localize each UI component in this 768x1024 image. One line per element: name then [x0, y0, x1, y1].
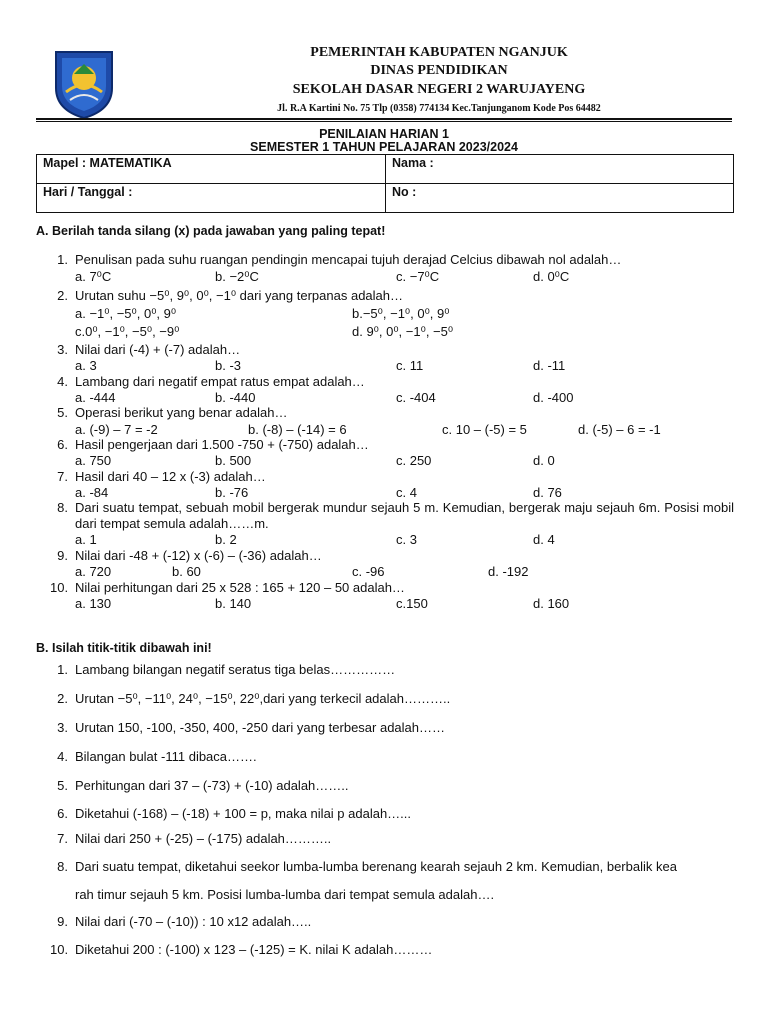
regency-emblem-logo	[52, 48, 116, 120]
option-a2-a: a. −1⁰, −5⁰, 0⁰, 9⁰	[75, 306, 177, 321]
option-a9-a: a. 720	[75, 564, 112, 579]
option-a5-b: b. (-8) – (-14) = 6	[248, 422, 347, 437]
option-a5-d: d. (-5) – 6 = -1	[578, 422, 661, 437]
option-a1-b: b. −2⁰C	[215, 269, 259, 284]
option-a5-c: c. 10 – (-5) = 5	[442, 422, 527, 437]
option-a6-c: c. 250	[396, 453, 432, 468]
header-school: SEKOLAH DASAR NEGERI 2 WARUJAYENG	[292, 82, 586, 97]
exam-semester: SEMESTER 1 TAHUN PELAJARAN 2023/2024	[250, 140, 518, 154]
worksheet-page: PEMERINTAH KABUPATEN NGANJUK DINAS PENDIDIKAN SEKOLAH DASAR NEGERI 2 WARUJAYENG Jl. R.A Kartini No. 75 Tlp (0358) 774134 Kec.Tanjunganom Kode Pos 64482 PENILAIAN HARIAN 1 SEMESTER 1 TAHUN PELAJARAN 2023/2024 Mapel : MATEMATIKA Nama : Hari / Tanggal : No : A. Berilah tanda silang (x) pada jawaban yang paling tepat! 1. Penulisan pada suhu ruangan pendingin mencapai tujuh derajad Celcius dibawah nol adalah… a. 7⁰C b. −2⁰C c. −7⁰C d. 0⁰C 2. Urutan suhu −5⁰, 9⁰, 0⁰, −1⁰ dari yang terpanas adalah… a. −1⁰, −5⁰, 0⁰, 9⁰ b.−5⁰, −1⁰, 0⁰, 9⁰ c.0⁰, −1⁰, −5⁰, −9⁰ d. 9⁰, 0⁰, −1⁰, −5⁰ 3. Nilai dari (-4) + (-7) adalah… a. 3 b. -3 c. 11 d. -11 4. Lambang dari negatif empat ratus empat adalah… a. -444 b. -440 c. -404 d. -400 5. Operasi berikut yang benar adalah… a. (-9) – 7 = -2 b. (-8) – (-14) = 6 c. 10 – (-5) = 5 d. (-5) – 6 = -1 6. Hasil pengerjaan dari 1.500 -750 + (-750) adalah… a. 750 b. 500 c. 250 d. 0 7. Hasil dari 40 – 12 x (-3) adalah… a. -84 b. -76 c. 4 d. 76 8. Dari suatu tempat, sebuah mobil bergerak mundur sejauh 5 m. Kemudian, bergerak maju sejauh 6m. Posisi mobil dari tempat semula adalah……m. a. 1 b. 2 c. 3 d. 4 9. Nilai dari -48 + (-12) x (-6) – (-36) adalah… a. 720 b. 60 c. -96 d. -192 10. Nilai perhitungan dari 25 x 528 : 165 + 120 – 50 adalah… a. 130 b. 140 c.150 d. 160 B. Isilah titik-titik dibawah ini! 1. Lambang bilangan negatif seratus tiga belas…………… 2. Urutan −5⁰, −11⁰, 24⁰, −15⁰, 22⁰,dari yang terkecil adalah……….. 3. Urutan 150, -100, -350, 400, -250 dari yang terbesar adalah…… 4. Bilangan bulat -111 dibaca……. 5. Perhitungan dari 37 – (-73) + (-10) adalah…….. 6. Diketahui (-168) – (-18) + 100 = p, maka nilai p adalah…... 7. Nilai dari 250 + (-25) – (-175) adalah……….. 8. Dari suatu tempat, diketahui seekor lumba-lumba berenang kearah sejauh 2 km. Kemudian, berbalik kea rah timur sejauh 5 km. Posisi lumba-lumba dari tempat semula adalah…. 9. Nilai dari (-70 – (-10)) : 10 x12 adalah….. 10. Diketahui 200 : (-100) x 123 – (-125) = K. nilai K adalah………	[0, 0, 768, 1024]
header-address: Jl. R.A Kartini No. 75 Tlp (0358) 774134 Kec.Tanjunganom Kode Pos 64482	[277, 103, 601, 114]
option-a7-c: c. 4	[396, 485, 417, 500]
option-a2-c: c.0⁰, −1⁰, −5⁰, −9⁰	[75, 324, 180, 339]
date-cell: Hari / Tanggal :	[37, 184, 386, 213]
option-a3-a: a. 3	[75, 358, 97, 373]
option-a10-c: c.150	[396, 596, 428, 611]
option-a9-c: c. -96	[352, 564, 385, 579]
number-cell: No :	[386, 184, 734, 213]
option-a4-c: c. -404	[396, 390, 436, 405]
header-divider-thick	[36, 118, 732, 120]
option-a6-a: a. 750	[75, 453, 112, 468]
option-a7-a: a. -84	[75, 485, 109, 500]
option-a8-a: a. 1	[75, 532, 97, 547]
option-a9-b: b. 60	[172, 564, 201, 579]
option-a4-b: b. -440	[215, 390, 256, 405]
option-a8-b: b. 2	[215, 532, 237, 547]
header-divider-thin	[36, 121, 732, 122]
option-a10-b: b. 140	[215, 596, 252, 611]
header-government: PEMERINTAH KABUPATEN NGANJUK	[310, 45, 568, 60]
name-cell: Nama :	[386, 155, 734, 184]
option-a2-d: d. 9⁰, 0⁰, −1⁰, −5⁰	[352, 324, 454, 339]
option-a6-d: d. 0	[533, 453, 555, 468]
option-a4-d: d. -400	[533, 390, 574, 405]
option-a1-a: a. 7⁰C	[75, 269, 112, 284]
option-a7-d: d. 76	[533, 485, 562, 500]
option-a7-b: b. -76	[215, 485, 249, 500]
option-a8-d: d. 4	[533, 532, 555, 547]
option-a5-a: a. (-9) – 7 = -2	[75, 422, 158, 437]
header-department: DINAS PENDIDIKAN	[370, 63, 508, 78]
option-a4-a: a. -444	[75, 390, 116, 405]
option-a3-c: c. 11	[396, 358, 424, 373]
option-a9-d: d. -192	[488, 564, 529, 579]
option-a6-b: b. 500	[215, 453, 252, 468]
student-info-table	[36, 154, 734, 213]
option-a8-c: c. 3	[396, 532, 417, 547]
section-a-heading: A. Berilah tanda silang (x) pada jawaban yang paling tepat!	[36, 224, 386, 238]
option-a2-b: b.−5⁰, −1⁰, 0⁰, 9⁰	[352, 306, 450, 321]
option-a10-d: d. 160	[533, 596, 570, 611]
option-a1-d: d. 0⁰C	[533, 269, 570, 284]
letterhead	[36, 40, 732, 120]
option-a10-a: a. 130	[75, 596, 112, 611]
option-a3-b: b. -3	[215, 358, 242, 373]
option-a1-c: c. −7⁰C	[396, 269, 440, 284]
exam-title: PENILAIAN HARIAN 1	[319, 127, 449, 141]
section-b-heading: B. Isilah titik-titik dibawah ini!	[36, 641, 212, 655]
option-a3-d: d. -11	[533, 358, 566, 373]
subject-cell: Mapel : MATEMATIKA	[37, 155, 386, 184]
